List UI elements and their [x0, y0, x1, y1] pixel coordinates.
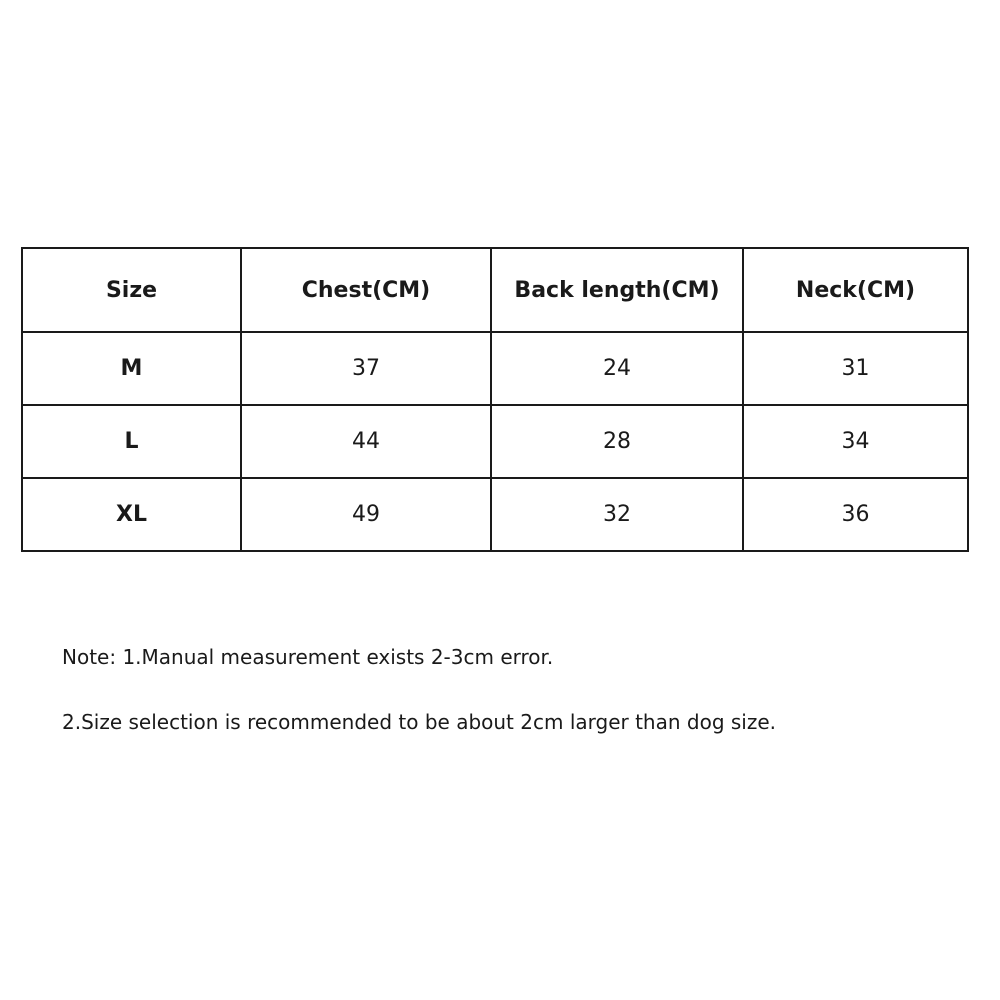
table-header-row — [22, 248, 968, 332]
size-cell: XL — [22, 478, 241, 551]
neck-cell: 36 — [743, 478, 968, 551]
header-chest: Chest(CM) — [241, 248, 491, 332]
neck-cell: 31 — [743, 332, 968, 405]
chest-cell: 49 — [241, 478, 491, 551]
chest-cell: 37 — [241, 332, 491, 405]
back-length-cell: 32 — [491, 478, 743, 551]
header-back-length: Back length(CM) — [491, 248, 743, 332]
note-line-2: 2.Size selection is recommended to be about 2cm larger than dog size. — [62, 710, 777, 734]
size-chart-table — [21, 247, 969, 552]
size-cell: L — [22, 405, 241, 478]
back-length-cell: 24 — [491, 332, 743, 405]
header-size: Size — [22, 248, 241, 332]
table-row — [22, 332, 968, 405]
chest-cell: 44 — [241, 405, 491, 478]
header-neck: Neck(CM) — [743, 248, 968, 332]
note-line-1: Note: 1.Manual measurement exists 2-3cm error. — [62, 645, 554, 669]
size-cell: M — [22, 332, 241, 405]
neck-cell: 34 — [743, 405, 968, 478]
table-row — [22, 405, 968, 478]
back-length-cell: 28 — [491, 405, 743, 478]
table-row — [22, 478, 968, 551]
